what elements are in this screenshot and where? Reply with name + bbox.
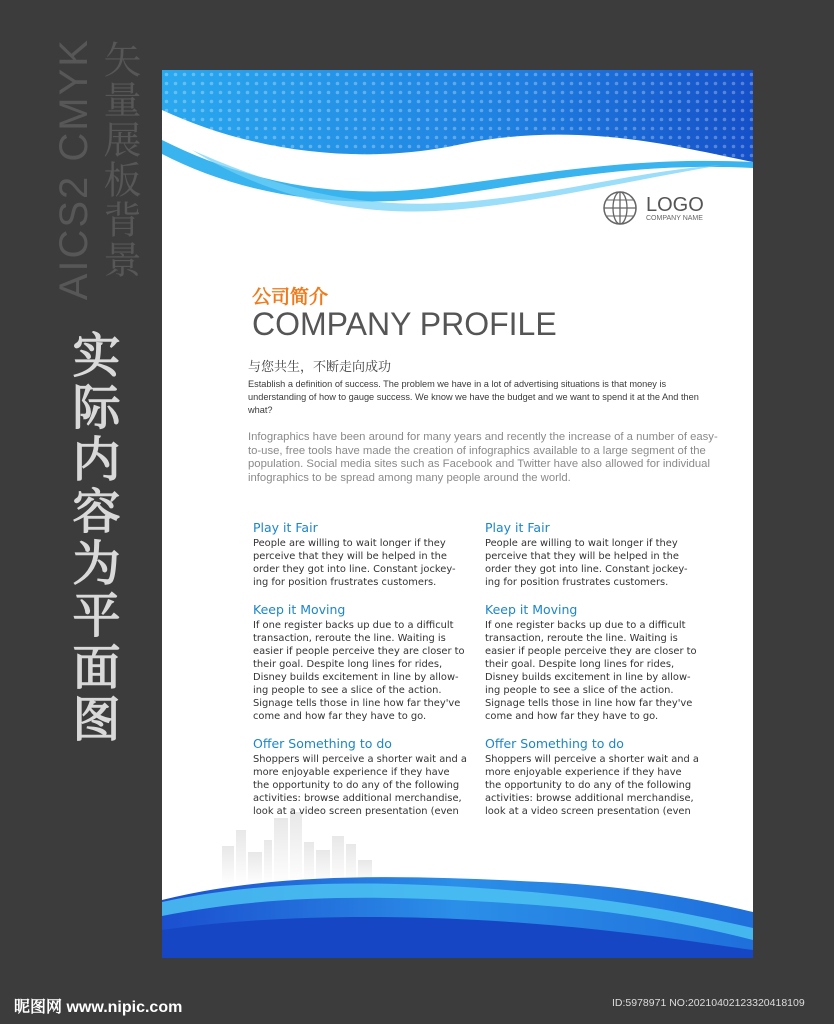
side-big-cn: 实际内容为平面图: [64, 330, 120, 746]
logo-text: LOGO: [646, 193, 704, 216]
watermark-site: 昵图网 www.nipic.com: [14, 999, 183, 1016]
watermark-id: ID:5978971 NO:20210402123320418109: [612, 997, 805, 1009]
section-title: Offer Something to do: [253, 736, 392, 751]
company-name: COMPANY NAME: [646, 214, 703, 222]
content-column-right: [485, 520, 700, 818]
page-title: COMPANY PROFILE: [252, 306, 557, 342]
company-logo: [602, 190, 704, 226]
section-body: People are willing to wait longer if they perceive that they will be helped in the order they got into line. Constant jockey-ing for position frustrates customers.: [485, 538, 688, 588]
section-body: If one register backs up due to a difficult transaction, reroute the line. Waiting is easier if people perceive they are closer to their goal. Despite long lines for rides, Disney builds excitement in line by allow-ing people to see a slice of the action. Signage tells those in line how far they've come and how far they have to go.: [485, 620, 697, 722]
globe-icon: [602, 190, 638, 226]
title-cn: 公司简介: [252, 286, 329, 308]
section-body: If one register backs up due to a difficult transaction, reroute the line. Waiting is easier if people perceive they are closer to their goal. Despite long lines for rides, Disney builds excitement in line by allow-ing people to see a slice of the action. Signage tells those in line how far they've come and how far they have to go.: [253, 620, 465, 722]
section-body: Shoppers will perceive a shorter wait and a more enjoyable experience if they have the opportunity to do any of the following activities: browse additional merchandise, look at a video screen presentation (even: [485, 754, 699, 817]
section-body: Shoppers will perceive a shorter wait and a more enjoyable experience if they have the opportunity to do any of the following activities: browse additional merchandise, look at a video screen presentation (even: [253, 754, 467, 817]
side-vertical-cn: 矢量展板背景: [97, 40, 141, 280]
section-title: Play it Fair: [253, 520, 318, 535]
intro-paragraph-1: Establish a definition of success. The problem we have in a lot of advertising situations is that money is understanding of how to gauge success. We know we have the budget and we want to spend it at the And then what?: [248, 379, 699, 415]
intro-paragraph-2: Infographics have been around for many years and recently the increase of a number of easy-to-use, free tools have made the creation of infographics available to a large segment of the population. Social media sites such as Facebook and Twitter have also allowed for individual infographics to be spread among many people around the world.: [248, 431, 718, 485]
section-body: People are willing to wait longer if they perceive that they will be helped in the order they got into line. Constant jockey-ing for position frustrates customers.: [253, 538, 456, 588]
section-title: Keep it Moving: [485, 602, 578, 617]
section-title: Keep it Moving: [253, 602, 346, 617]
section-title: Play it Fair: [485, 520, 550, 535]
slogan-cn: 与您共生，不断走向成功: [248, 360, 392, 375]
content-column-left: [253, 520, 468, 818]
side-vertical-en: AICS2 CMYK: [52, 38, 96, 301]
section-title: Offer Something to do: [485, 736, 624, 751]
profile-poster: [162, 70, 753, 958]
